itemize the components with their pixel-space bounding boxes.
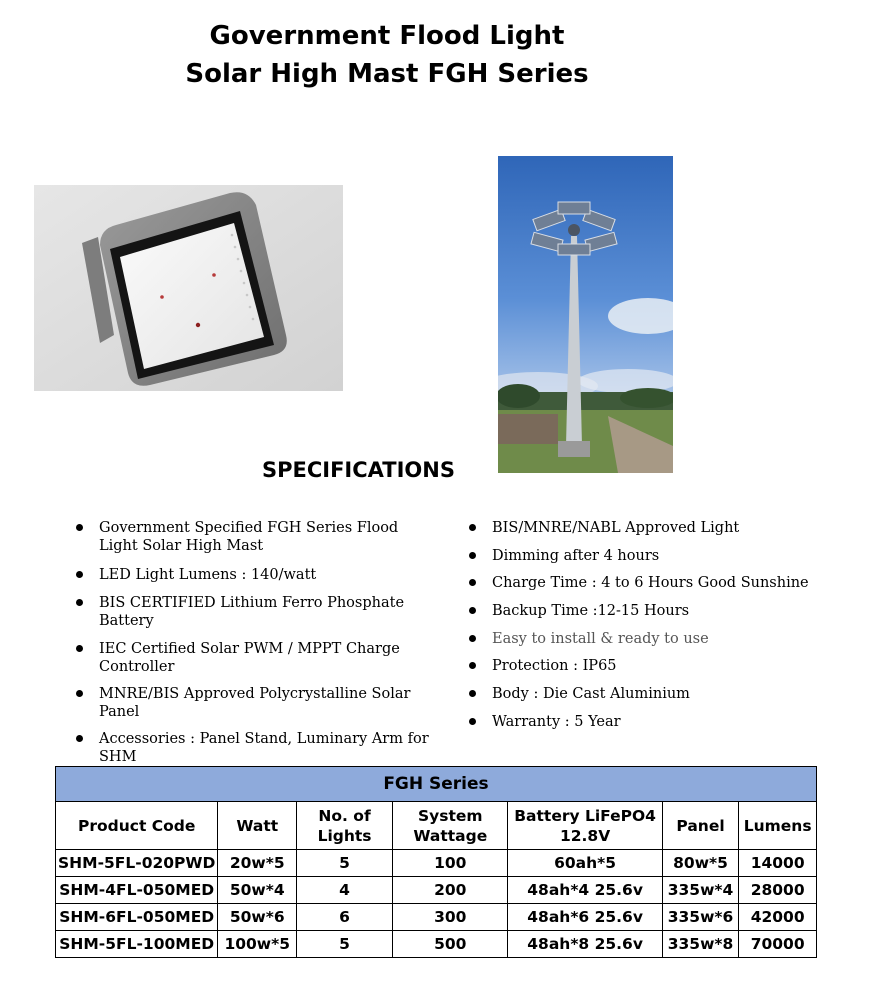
table-cell: 6: [297, 904, 393, 931]
table-cell: 100: [393, 850, 508, 877]
table-cell: SHM-6FL-050MED: [56, 904, 218, 931]
page-title-line1: Government Flood Light: [209, 21, 565, 51]
table-cell: 42000: [739, 904, 817, 931]
table-cell: SHM-4FL-050MED: [56, 877, 218, 904]
column-header: No. of Lights: [297, 802, 393, 850]
spec-item: Charge Time : 4 to 6 Hours Good Sunshine: [469, 574, 849, 592]
spec-item: BIS CERTIFIED Lithium Ferro Phosphate Battery: [76, 594, 436, 630]
table-cell: 100w*5: [218, 931, 297, 958]
table-cell: SHM-5FL-020PWD: [56, 850, 218, 877]
table-cell: SHM-5FL-100MED: [56, 931, 218, 958]
table-cell: 50w*4: [218, 877, 297, 904]
column-header: System Wattage: [393, 802, 508, 850]
spec-list-right: [469, 519, 849, 741]
spec-item: Easy to install & ready to use: [469, 630, 849, 648]
spec-item: Government Specified FGH Series Flood Light Solar High Mast: [76, 519, 436, 555]
fgh-series-table: [55, 766, 817, 958]
spec-item: Body : Die Cast Aluminium: [469, 685, 849, 703]
spec-item: Dimming after 4 hours: [469, 547, 849, 565]
column-header: Product Code: [56, 802, 218, 850]
spec-item: IEC Certified Solar PWM / MPPT Charge Controller: [76, 640, 436, 676]
page-title-line2: Solar High Mast FGH Series: [185, 59, 589, 89]
table-cell: 48ah*4 25.6v: [508, 877, 662, 904]
table-cell: 70000: [739, 931, 817, 958]
table-cell: 335w*6: [662, 904, 739, 931]
table-cell: 5: [297, 931, 393, 958]
flood-light-photo: [34, 185, 343, 391]
table-cell: 20w*5: [218, 850, 297, 877]
table-cell: 48ah*6 25.6v: [508, 904, 662, 931]
table-cell: 80w*5: [662, 850, 739, 877]
table-cell: 335w*4: [662, 877, 739, 904]
table-cell: 60ah*5: [508, 850, 662, 877]
table-cell: 500: [393, 931, 508, 958]
table-caption: FGH Series: [56, 767, 817, 802]
table-cell: 5: [297, 850, 393, 877]
table-row: [56, 931, 817, 958]
spec-list-left: [76, 519, 436, 766]
spec-item: MNRE/BIS Approved Polycrystalline Solar Panel: [76, 685, 436, 721]
column-header: Watt: [218, 802, 297, 850]
spec-item: Accessories : Panel Stand, Luminary Arm for SHM: [76, 730, 436, 766]
table-cell: 4: [297, 877, 393, 904]
table-cell: 28000: [739, 877, 817, 904]
table-row: [56, 904, 817, 931]
table-cell: 335w*8: [662, 931, 739, 958]
table-cell: 200: [393, 877, 508, 904]
spec-item: LED Light Lumens : 140/watt: [76, 566, 436, 584]
column-header: Panel: [662, 802, 739, 850]
spec-item: Backup Time :12-15 Hours: [469, 602, 849, 620]
spec-item: BIS/MNRE/NABL Approved Light: [469, 519, 849, 537]
table-cell: 14000: [739, 850, 817, 877]
column-header: Battery LiFePO4 12.8V: [508, 802, 662, 850]
high-mast-photo: [498, 156, 673, 473]
table-cell: 50w*6: [218, 904, 297, 931]
specifications-heading: SPECIFICATIONS: [262, 458, 455, 482]
table-cell: 48ah*8 25.6v: [508, 931, 662, 958]
table-cell: 300: [393, 904, 508, 931]
spec-item: Warranty : 5 Year: [469, 713, 849, 731]
table-row: [56, 877, 817, 904]
spec-item: Protection : IP65: [469, 657, 849, 675]
column-header: Lumens: [739, 802, 817, 850]
table-row: [56, 850, 817, 877]
